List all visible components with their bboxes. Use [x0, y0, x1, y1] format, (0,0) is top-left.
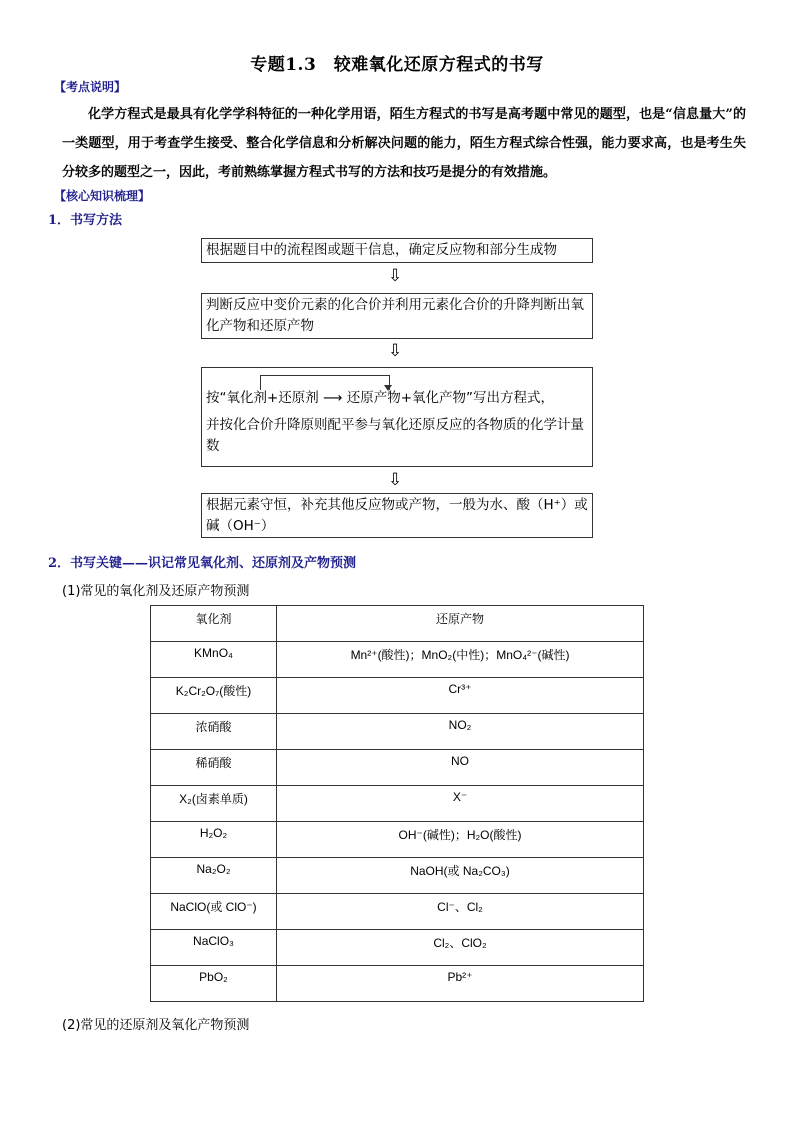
subsection-2: (2)常见的还原剂及氧化产物预测 — [62, 1018, 250, 1033]
flow-step-3-line-2: 并按化合价升降原则配平参与氧化还原反应的各物质的化学计量数 — [206, 417, 584, 454]
product-cell: NaOH(或 Na₂CO₃) — [277, 858, 644, 894]
table-row — [151, 930, 644, 966]
table-row — [151, 966, 644, 1002]
bracket-arrow-icon — [384, 385, 392, 391]
intro-paragraph: 化学方程式是最具有化学学科特征的一种化学用语，陌生方程式的书写是高考题中常见的题型，也是“信息量大”的一类题型，用于考查学生接受、整合化学信息和分析解决问题的能力，陌生方程式综合性强，能力要求高，也是考生失分较多的题型之一，因此，考前熟练掌握方程式书写的方法和技巧是提分的有效措施。 — [62, 107, 746, 180]
flow-step-3-line-1: 按“氧化剂+还原剂 ⟶ 还原产物+氧化产物”写出方程式， — [206, 390, 555, 406]
product-cell: Cr³⁺ — [277, 678, 644, 714]
oxidant-cell: PbO₂ — [151, 966, 277, 1002]
flow-step-4: 根据元素守恒，补充其他反应物或产物，一般为水、酸（H⁺）或碱（OH⁻） — [201, 493, 593, 538]
table-header-row — [151, 606, 644, 642]
oxidant-table — [150, 605, 644, 1002]
oxidant-cell: KMnO₄ — [151, 642, 277, 678]
oxidant-cell: X₂(卤素单质) — [151, 786, 277, 822]
table-row — [151, 786, 644, 822]
product-cell: Cl₂、ClO₂ — [277, 930, 644, 966]
table-row — [151, 894, 644, 930]
reaction-bracket — [260, 375, 390, 390]
product-cell: Cl⁻、Cl₂ — [277, 894, 644, 930]
oxidant-cell: 稀硝酸 — [151, 750, 277, 786]
product-cell: OH⁻(碱性)；H₂O(酸性) — [277, 822, 644, 858]
product-cell: X⁻ — [277, 786, 644, 822]
page-title: 专题1.3 较难氧化还原方程式的书写 — [250, 55, 544, 75]
product-cell: NO — [277, 750, 644, 786]
header-product: 还原产物 — [277, 606, 644, 642]
tag-hexin: 【核心知识梳理】 — [54, 189, 151, 203]
oxidant-cell: H₂O₂ — [151, 822, 277, 858]
oxidant-cell: NaClO₃ — [151, 930, 277, 966]
table-row — [151, 750, 644, 786]
section-2-heading: 2．书写关键——识记常见氧化剂、还原剂及产物预测 — [48, 556, 357, 571]
product-cell: NO₂ — [277, 714, 644, 750]
down-arrow-icon: ⇩ — [388, 266, 403, 286]
section-1-heading: 1．书写方法 — [48, 213, 123, 228]
table-row — [151, 642, 644, 678]
table-row — [151, 678, 644, 714]
product-cell: Mn²⁺(酸性)；MnO₂(中性)；MnO₄²⁻(碱性) — [277, 642, 644, 678]
oxidant-cell: Na₂O₂ — [151, 858, 277, 894]
table-row — [151, 858, 644, 894]
flow-step-2: 判断反应中变价元素的化合价并利用元素化合价的升降判断出氧化产物和还原产物 — [201, 293, 593, 339]
oxidant-cell: K₂Cr₂O₇(酸性) — [151, 678, 277, 714]
header-oxidant: 氧化剂 — [151, 606, 277, 642]
oxidant-cell: NaClO(或 ClO⁻) — [151, 894, 277, 930]
oxidant-cell: 浓硝酸 — [151, 714, 277, 750]
flow-step-1: 根据题目中的流程图或题干信息，确定反应物和部分生成物 — [201, 238, 593, 263]
subsection-1: (1)常见的氧化剂及还原产物预测 — [62, 584, 250, 599]
down-arrow-icon: ⇩ — [388, 341, 403, 361]
table-row — [151, 714, 644, 750]
product-cell: Pb²⁺ — [277, 966, 644, 1002]
tag-kaodian: 【考点说明】 — [54, 80, 127, 94]
down-arrow-icon: ⇩ — [388, 470, 403, 490]
table-row — [151, 822, 644, 858]
